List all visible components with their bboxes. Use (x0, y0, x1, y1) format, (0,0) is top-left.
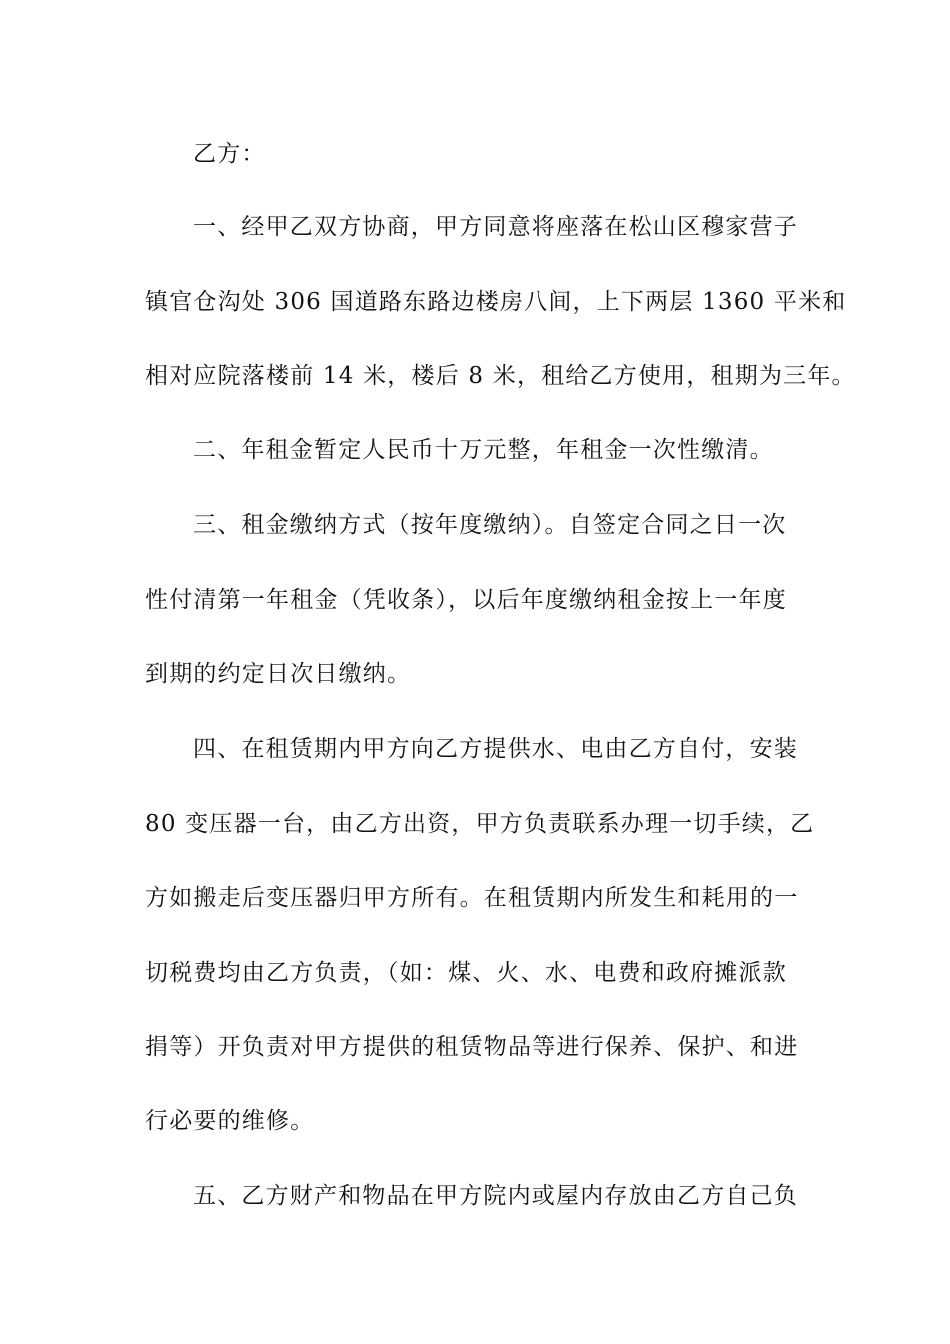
clause-4-line-5: 捐等）开负责对甲方提供的租赁物品等进行保养、保护、和进 (145, 1034, 799, 1060)
clause-5-line-1: 五、乙方财产和物品在甲方院内或屋内存放由乙方自己负 (193, 1183, 798, 1209)
clause-4-line-6: 行必要的维修。 (145, 1108, 315, 1134)
clause-4-line-2: 80 变压器一台，由乙方出资，甲方负责联系办理一切手续，乙 (145, 811, 815, 837)
clause-3-line-3: 到期的约定日次日缴纳。 (145, 661, 412, 687)
party-b-label: 乙方： (193, 141, 266, 167)
clause-3-line-2: 性付清第一年租金（凭收条），以后年度缴纳租金按上一年度 (145, 587, 787, 613)
clause-4-line-1: 四、在租赁期内甲方向乙方提供水、电由乙方自付，安装 (193, 736, 798, 762)
clause-1-line-1: 一、经甲乙双方协商，甲方同意将座落在松山区穆家营子 (193, 214, 798, 240)
clause-1-line-2: 镇官仓沟处 306 国道路东路边楼房八间，上下两层 1360 平米和 (145, 289, 847, 315)
clause-2-line-1: 二、年租金暂定人民币十万元整，年租金一次性缴清。 (193, 437, 774, 463)
clause-1-line-3: 相对应院落楼前 14 米，楼后 8 米，租给乙方使用，租期为三年。 (145, 363, 856, 389)
clause-3-line-1: 三、租金缴纳方式（按年度缴纳）。自签定合同之日一次 (193, 512, 787, 538)
clause-4-line-4: 切税费均由乙方负责，（如：煤、火、水、电费和政府摊派款 (145, 960, 787, 986)
clause-4-line-3: 方如搬走后变压器归甲方所有。在租赁期内所发生和耗用的一 (145, 885, 799, 911)
